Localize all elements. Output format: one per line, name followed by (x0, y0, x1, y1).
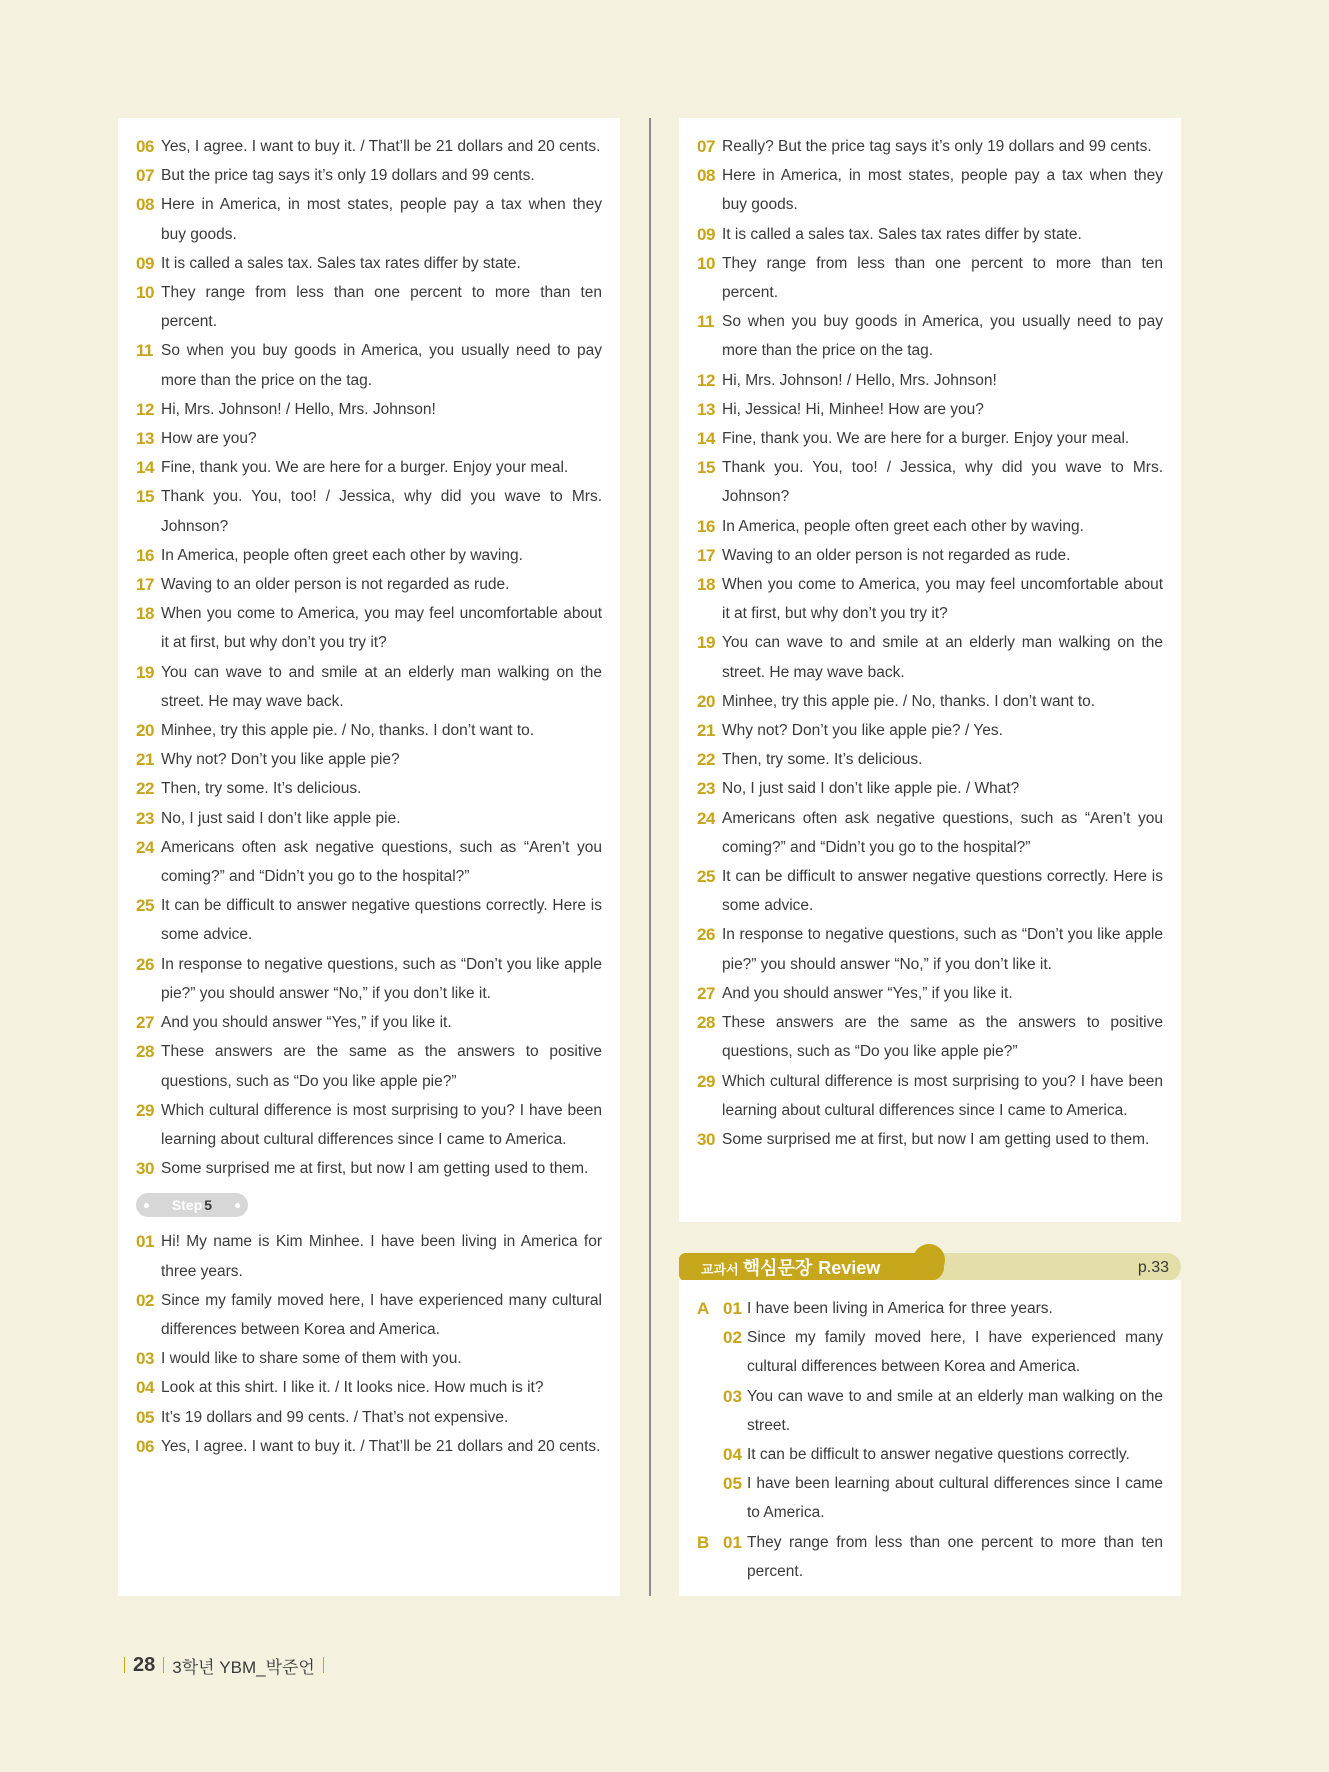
sentence-line (136, 599, 602, 657)
sentence-number: 04 (136, 1378, 154, 1398)
sentence-number: 21 (136, 750, 154, 770)
sentence-text: It can be difficult to answer negative questions correctly. Here is some advice. (161, 897, 602, 944)
sentence-line (136, 1286, 602, 1344)
sentence-text: They range from less than one percent to more than ten percent. (722, 254, 1163, 302)
sentence-text: They range from less than one percent to more than ten percent. (161, 284, 602, 331)
step-header (136, 1183, 602, 1227)
sentence-line (136, 249, 602, 278)
left-lines-part2 (136, 1227, 602, 1461)
sentence-line (136, 745, 602, 774)
review-text: I have been learning about cultural differences since I came to America. (747, 1475, 1163, 1522)
right-column (679, 118, 1181, 1222)
sentence-text: In America, people often greet each other by waving. (722, 517, 1084, 535)
sentence-number: 08 (136, 195, 154, 215)
sentence-text: Here in America, in most states, people pay a tax when they buy goods. (161, 196, 602, 243)
sentence-number: 27 (697, 983, 715, 1003)
sentence-text: Thank you. You, too! / Jessica, why did you wave to Mrs. Johnson? (161, 488, 602, 535)
sentence-line (697, 220, 1163, 249)
sentence-text: These answers are the same as the answers to positive questions, such as “Do you like apple pie?” (161, 1043, 602, 1090)
sentence-text: Some surprised me at first, but now I am getting used to them. (161, 1160, 589, 1178)
sentence-text: In response to negative questions, such as “Don’t you like apple pie?” you should answer “No,” if you don’t like it. (722, 926, 1163, 973)
sentence-number: 15 (136, 487, 154, 507)
sentence-line (136, 1373, 602, 1402)
sentence-line (697, 1067, 1163, 1125)
sentence-number: 13 (136, 429, 154, 449)
review-item (697, 1440, 1163, 1469)
sentence-number: 07 (136, 166, 154, 186)
review-label-small: 교과서 (701, 1262, 739, 1277)
review-number: 04 (723, 1445, 742, 1465)
sentence-line (136, 161, 602, 190)
sentence-text: Since my family moved here, I have experienced many cultural differences between Korea and America. (161, 1291, 602, 1338)
sentence-number: 21 (697, 721, 715, 741)
sentence-line (136, 1344, 602, 1373)
review-item (697, 1294, 1163, 1323)
sentence-number: 17 (136, 575, 154, 595)
sentence-line (697, 249, 1163, 307)
sentence-number: 19 (136, 662, 154, 682)
review-label-mid: 핵심문장 (742, 1258, 813, 1278)
review-lines (697, 1294, 1163, 1586)
footer-divider (323, 1657, 324, 1673)
sentence-number: 26 (697, 925, 715, 945)
sentence-line (136, 1008, 602, 1037)
sentence-number: 24 (697, 808, 715, 828)
sentence-line (697, 804, 1163, 862)
sentence-number: 30 (136, 1159, 154, 1179)
review-label-main: Review (818, 1258, 881, 1278)
sentence-text: Hi, Mrs. Johnson! / Hello, Mrs. Johnson! (161, 400, 436, 418)
review-section-label: A (697, 1299, 710, 1318)
sentence-number: 18 (697, 575, 715, 595)
step-label: Step (171, 1197, 203, 1214)
review-panel (679, 1280, 1181, 1596)
sentence-number: 12 (697, 370, 715, 390)
sentence-number: 11 (136, 341, 153, 361)
step-number: 5 (204, 1197, 213, 1214)
sentence-text: But the price tag says it’s only 19 dollars and 99 cents. (161, 167, 535, 185)
sentence-text: Waving to an older person is not regarded as rude. (161, 576, 510, 594)
sentence-text: Look at this shirt. I like it. / It looks nice. How much is it? (161, 1379, 544, 1397)
sentence-number: 11 (697, 312, 714, 332)
sentence-text: Yes, I agree. I want to buy it. / That’ll be 21 dollars and 20 cents. (161, 1437, 601, 1455)
review-section-label: B (697, 1532, 710, 1552)
sentence-line (136, 1154, 602, 1183)
sentence-number: 06 (136, 137, 154, 156)
sentence-text: Some surprised me at first, but now I am getting used to them. (722, 1130, 1150, 1148)
review-number: 03 (723, 1386, 742, 1406)
sentence-line (136, 424, 602, 453)
sentence-line (136, 804, 602, 833)
sentence-text: Then, try some. It’s delicious. (161, 780, 362, 798)
sentence-line (136, 278, 602, 336)
sentence-number: 25 (136, 896, 154, 916)
sentence-line (697, 628, 1163, 686)
review-number: 01 (723, 1532, 742, 1552)
sentence-text: Americans often ask negative questions, such as “Aren’t you coming?” and “Didn’t you go to the hospital?” (722, 809, 1163, 856)
sentence-number: 06 (136, 1436, 154, 1456)
sentence-text: No, I just said I don’t like apple pie. / What? (722, 780, 1020, 798)
sentence-number: 22 (136, 779, 154, 799)
sentence-text: It is called a sales tax. Sales tax rates differ by state. (722, 225, 1082, 243)
sentence-line (697, 774, 1163, 803)
sentence-number: 10 (136, 283, 154, 303)
sentence-text: How are you? (161, 430, 257, 448)
left-column (118, 118, 620, 1596)
sentence-line (697, 453, 1163, 511)
sentence-text: When you come to America, you may feel uncomfortable about it at first, but why don’t you try it? (722, 576, 1163, 623)
sentence-line (136, 395, 602, 424)
sentence-number: 08 (697, 166, 715, 186)
sentence-text: Fine, thank you. We are here for a burger. Enjoy your meal. (722, 430, 1130, 448)
review-number: 02 (723, 1328, 742, 1348)
sentence-line (697, 541, 1163, 570)
sentence-line (136, 190, 602, 248)
sentence-number: 15 (697, 458, 715, 478)
sentence-number: 29 (136, 1100, 154, 1120)
sentence-number: 26 (136, 954, 154, 974)
sentence-text: Which cultural difference is most surprising to you? I have been learning about cultural differences since I came to America. (161, 1101, 602, 1148)
sentence-number: 09 (136, 253, 154, 273)
page-number: 28 (133, 1653, 156, 1676)
sentence-line (697, 161, 1163, 219)
sentence-line (136, 570, 602, 599)
review-text: Since my family moved here, I have experienced many cultural differences between Korea and America. (747, 1329, 1163, 1376)
sentence-number: 07 (697, 137, 715, 156)
review-text: I have been living in America for three years. (747, 1300, 1053, 1317)
sentence-number: 03 (136, 1349, 154, 1369)
review-text: It can be difficult to answer negative questions correctly. (747, 1446, 1130, 1464)
sentence-line (136, 336, 602, 394)
sentence-number: 10 (697, 253, 715, 273)
review-text: They range from less than one percent to more than ten percent. (747, 1533, 1163, 1580)
footer-divider (163, 1657, 164, 1673)
sentence-line (136, 1403, 602, 1432)
sentence-line (697, 745, 1163, 774)
sentence-number: 14 (136, 458, 154, 478)
sentence-number: 22 (697, 750, 715, 770)
sentence-text: It is called a sales tax. Sales tax rates differ by state. (161, 254, 521, 272)
sentence-line (697, 979, 1163, 1008)
sentence-number: 27 (136, 1013, 154, 1033)
sentence-text: And you should answer “Yes,” if you like it. (161, 1014, 452, 1032)
sentence-text: Which cultural difference is most surprising to you? I have been learning about cultural differences since I came to America. (722, 1072, 1163, 1119)
sentence-text: When you come to America, you may feel uncomfortable about it at first, but why don’t you try it? (161, 605, 602, 652)
sentence-text: Thank you. You, too! / Jessica, why did you wave to Mrs. Johnson? (722, 459, 1163, 506)
sentence-text: Really? But the price tag says it’s only 19 dollars and 99 cents. (722, 138, 1152, 155)
sentence-line (136, 482, 602, 540)
sentence-text: These answers are the same as the answers to positive questions, such as “Do you like apple pie?” (722, 1014, 1163, 1061)
sentence-number: 13 (697, 399, 715, 419)
sentence-text: Hi, Mrs. Johnson! / Hello, Mrs. Johnson! (722, 371, 997, 389)
sentence-number: 20 (697, 691, 715, 711)
review-title (701, 1254, 880, 1282)
sentence-line (697, 862, 1163, 920)
sentence-text: Minhee, try this apple pie. / No, thanks. I don’t want to. (722, 692, 1096, 710)
sentence-number: 20 (136, 721, 154, 741)
sentence-number: 12 (136, 399, 154, 419)
sentence-number: 23 (136, 808, 154, 828)
dot-icon (235, 1203, 240, 1208)
sentence-text: So when you buy goods in America, you usually need to pay more than the price on the tag. (722, 313, 1163, 360)
sentence-number: 24 (136, 837, 154, 857)
sentence-text: Here in America, in most states, people pay a tax when they buy goods. (722, 167, 1163, 214)
review-item (697, 1382, 1163, 1440)
sentence-text: Hi! My name is Kim Minhee. I have been living in America for three years. (161, 1233, 602, 1280)
sentence-text: Then, try some. It’s delicious. (722, 751, 923, 769)
sentence-line (136, 453, 602, 482)
sentence-line (136, 1037, 602, 1095)
column-divider (649, 118, 651, 1596)
sentence-text: I would like to share some of them with you. (161, 1350, 462, 1368)
sentence-text: In America, people often greet each other by waving. (161, 546, 523, 564)
sentence-line (136, 541, 602, 570)
book-title: 3학년 YBM_박준언 (172, 1657, 315, 1677)
review-banner (679, 1242, 1181, 1284)
sentence-line (136, 132, 602, 161)
sentence-text: Waving to an older person is not regarded as rude. (722, 546, 1071, 564)
footer (116, 1653, 332, 1677)
review-number: 01 (723, 1299, 742, 1318)
sentence-line (697, 395, 1163, 424)
review-page-ref: p.33 (1137, 1259, 1169, 1276)
sentence-line (136, 1432, 602, 1461)
review-number: 05 (723, 1474, 742, 1494)
sentence-number: 01 (136, 1232, 154, 1252)
sentence-number: 28 (136, 1042, 154, 1062)
sentence-number: 02 (136, 1290, 154, 1310)
sentence-text: In response to negative questions, such as “Don’t you like apple pie?” you should answer “No,” if you don’t like it. (161, 955, 602, 1002)
sentence-line (136, 774, 602, 803)
sentence-text: And you should answer “Yes,” if you like it. (722, 984, 1013, 1002)
sentence-number: 16 (697, 516, 715, 536)
sentence-line (697, 132, 1163, 161)
footer-divider (124, 1657, 125, 1673)
review-item (697, 1528, 1163, 1586)
sentence-text: Minhee, try this apple pie. / No, thanks. I don’t want to. (161, 722, 535, 740)
sentence-text: Fine, thank you. We are here for a burger. Enjoy your meal. (161, 459, 569, 477)
sentence-number: 25 (697, 867, 715, 887)
sentence-line (136, 950, 602, 1008)
step-badge (136, 1193, 248, 1217)
review-item (697, 1323, 1163, 1381)
sentence-number: 17 (697, 545, 715, 565)
sentence-text: No, I just said I don’t like apple pie. (161, 809, 401, 827)
sentence-text: Yes, I agree. I want to buy it. / That’ll be 21 dollars and 20 cents. (161, 138, 601, 155)
sentence-line (136, 891, 602, 949)
sentence-line (697, 307, 1163, 365)
sentence-line (697, 366, 1163, 395)
sentence-number: 19 (697, 633, 715, 653)
sentence-number: 09 (697, 224, 715, 244)
left-lines-part1 (136, 132, 602, 1183)
sentence-text: Why not? Don’t you like apple pie? (161, 751, 400, 769)
sentence-number: 28 (697, 1013, 715, 1033)
sentence-text: You can wave to and smile at an elderly man walking on the street. He may wave back. (161, 663, 602, 710)
sentence-line (697, 716, 1163, 745)
sentence-text: Hi, Jessica! Hi, Minhee! How are you? (722, 400, 984, 418)
sentence-text: Why not? Don’t you like apple pie? / Yes. (722, 722, 1003, 740)
sentence-line (136, 1227, 602, 1285)
right-lines (697, 132, 1163, 1154)
sentence-text: So when you buy goods in America, you usually need to pay more than the price on the tag. (161, 342, 602, 389)
sentence-text: Americans often ask negative questions, such as “Aren’t you coming?” and “Didn’t you go to the hospital?” (161, 838, 602, 886)
sentence-line (697, 424, 1163, 453)
sentence-line (136, 716, 602, 745)
sentence-line (697, 1125, 1163, 1154)
sentence-line (697, 920, 1163, 978)
sentence-line (697, 570, 1163, 628)
sentence-line (697, 1008, 1163, 1066)
sentence-number: 18 (136, 604, 154, 624)
sentence-number: 14 (697, 429, 715, 449)
review-banner-circle (913, 1244, 945, 1276)
sentence-text: It’s 19 dollars and 99 cents. / That’s not expensive. (161, 1408, 509, 1426)
sentence-line (136, 1096, 602, 1154)
sentence-line (697, 512, 1163, 541)
sentence-number: 05 (136, 1407, 154, 1427)
sentence-text: You can wave to and smile at an elderly man walking on the street. He may wave back. (722, 634, 1163, 681)
sentence-line (697, 687, 1163, 716)
sentence-line (136, 833, 602, 891)
dot-icon (144, 1203, 149, 1208)
sentence-number: 16 (136, 545, 154, 565)
review-item (697, 1469, 1163, 1527)
sentence-text: It can be difficult to answer negative questions correctly. Here is some advice. (722, 868, 1163, 915)
review-text: You can wave to and smile at an elderly man walking on the street. (747, 1387, 1163, 1434)
sentence-line (136, 658, 602, 716)
sentence-number: 30 (697, 1129, 715, 1149)
sentence-number: 29 (697, 1071, 715, 1091)
sentence-number: 23 (697, 779, 715, 799)
